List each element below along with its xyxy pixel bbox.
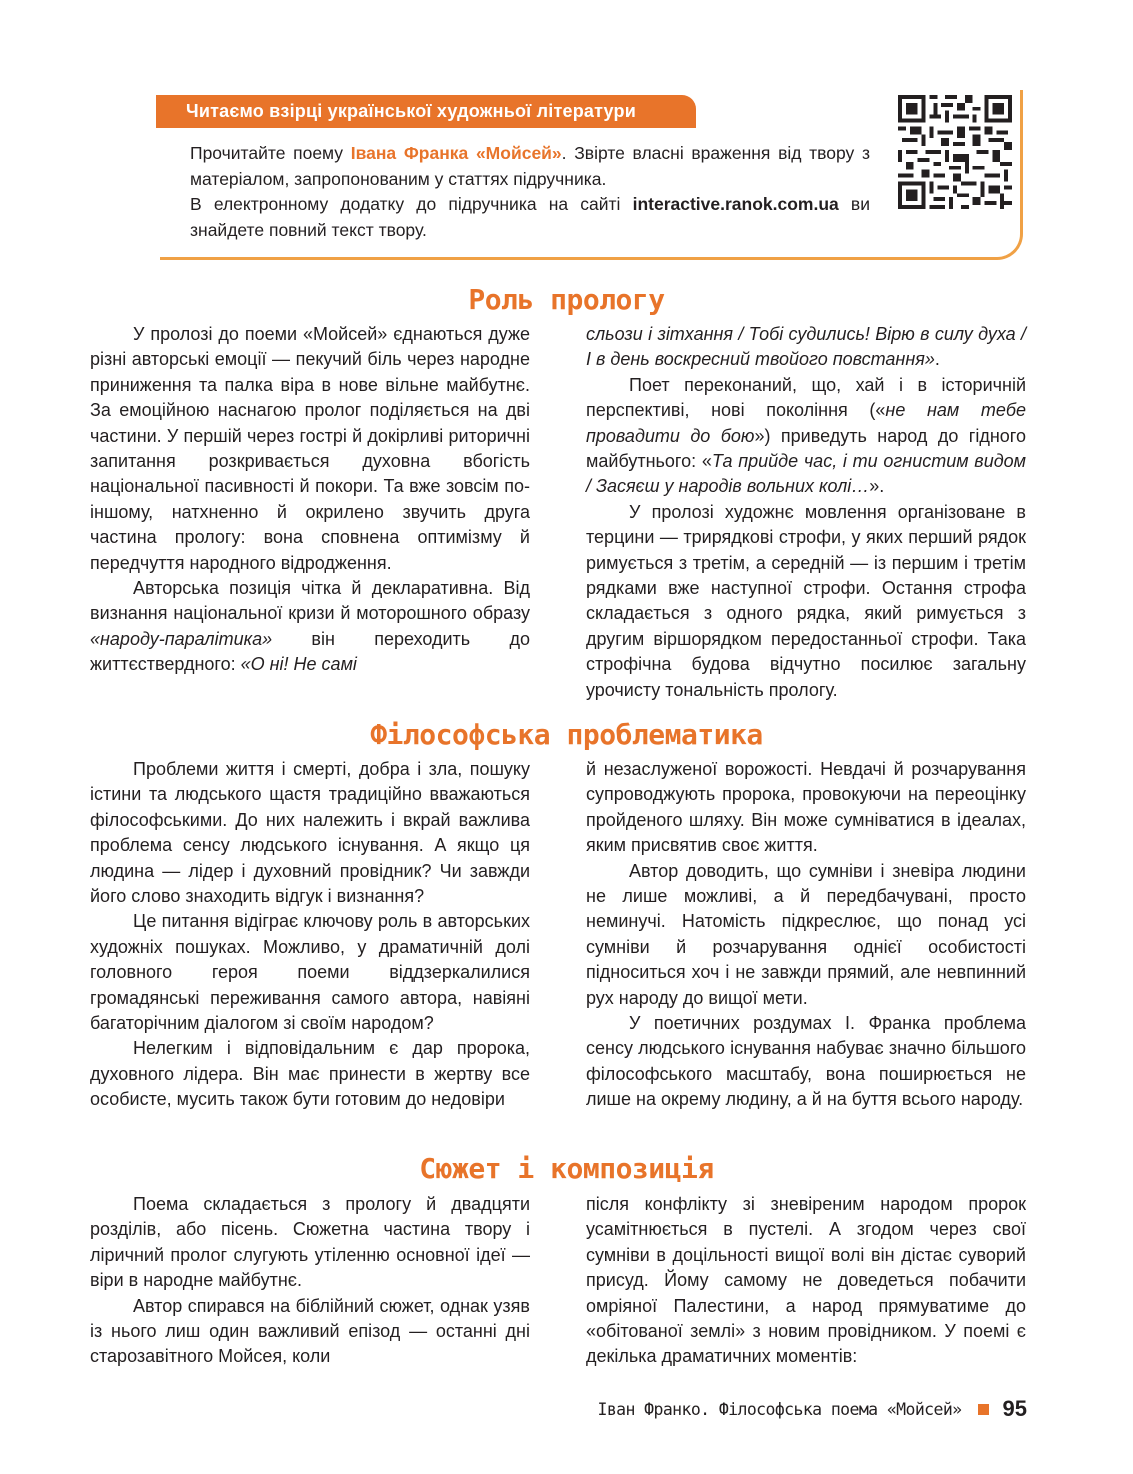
paragraph: й незаслуженої ворожості. Невдачі й розчарування супроводжують пророка, провокуючи на переоцінку пройденого шляху. Він може сумніватися в ідеалах, яким присвятив своє життя.	[586, 759, 1026, 856]
quote: «О ні! Не самі	[240, 654, 357, 675]
section1-left-column	[90, 322, 530, 678]
page-footer	[597, 1396, 1027, 1422]
paragraph: Проблеми життя і смерті, добра і зла, пошуку істини та людського щастя традиційно вважаються філософськими. До них належить і вкрай важлива проблема сенсу людського існування. А якщо ця людина — лідер і духовний провідник? Чи завжди його слово знаходить відгук і визнання?	[90, 759, 530, 907]
paragraph: Автор доводить, що сумніви і зневіра людини не лише можливі, а й передбачувані, просто неминучі. Натомість підкреслює, що понад усі сумніви й розчарування однієї особистості підноситься хоч і не завжди прямий, але невпинний рух народу до вищої мети.	[586, 860, 1026, 1008]
section-heading-prologue: Роль прологу	[468, 283, 665, 316]
box-text-6: ви знайдете повний текст твору.	[190, 194, 870, 240]
paragraph: після конфлікту зі зневіреним народом пророк усамітнюється в пустелі. А згодом через свої сумніви в доцільності вищої волі він дістає суворий присуд. Йому самому не доведеться побачити омріяної Палестини, а народ прямуватиме до «обітованої землі» з новим провідником. У поемі є декілька драматичних моментів:	[586, 1194, 1026, 1367]
text-run: ».	[869, 476, 885, 497]
paragraph: Нелегким і відповідальним є дар пророка, духовного лідера. Він має принести в жертву все особисте, мусить також бути готовим до недовіри	[90, 1038, 530, 1110]
paragraph: Поема складається з прологу й двадцяти розділів, або пісень. Сюжетна частина твору і ліричний пролог слугують утіленню основної ідеї — віри в народне майбутнє.	[90, 1194, 530, 1291]
section2-left-column	[90, 757, 530, 1113]
box-text-4: В електронному додатку до підручника на сайті	[190, 194, 633, 214]
text-run: Авторська позиція чітка й декларативна. Від визнання національної кризи й моторошного образу	[90, 578, 530, 624]
section3-left-column	[90, 1192, 530, 1370]
paragraph	[90, 576, 530, 678]
paragraph: У пролозі до поеми «Мойсей» єднаються дуже різні авторські емоції — пекучий біль через народне приниження та палка віра в нове вільне майбутнє. За емоційною наснагою пролог поділяється на дві частини. У першій через гострі й докірливі риторичні запитання розкривається духовна вбогість національної пасивності й покори. Та вже зовсім по-іншому, натхненно й окрилено звучить друга частина прологу: вона сповнена оптимізму й передчуття народного відродження.	[90, 324, 530, 573]
section3-right-column	[586, 1192, 1026, 1370]
running-title: Іван Франко. Філософська поема «Мойсей»	[597, 1399, 962, 1419]
section-heading-plot: Сюжет і композиція	[419, 1152, 714, 1185]
poem-reference: Івана Франка «Мойсей»	[350, 143, 562, 163]
reading-box-title: Читаємо взірці української художньої літератури	[156, 95, 696, 128]
quote: «народу-паралітика»	[90, 628, 273, 649]
box-text-3: . Звірте власні враження від твору з матеріалом, запропонованим у статтях підручника.	[190, 143, 871, 189]
quote: Та прийде час, і ти огнистим видом / Засяєш у народів вольних колі…	[586, 451, 1027, 497]
website-link[interactable]: interactive.ranok.com.ua	[632, 194, 839, 214]
text-run: він переходить до життєствердного:	[90, 628, 530, 675]
paragraph: У пролозі художнє мовлення організоване в терцини — трирядкові строфи, у яких перший рядок римується з третім, а середній — із першим і третім рядками вже наступної строфи. Остання строфа складається з одного рядка, який римується з другим віршорядком передостанньої строфи. Така строфічна будова відчутно посилює загальну урочисту тональність прологу.	[586, 501, 1026, 700]
reading-box-text	[190, 141, 870, 243]
qr-code-icon[interactable]	[898, 95, 1012, 209]
text-run: .	[934, 349, 940, 370]
paragraph: У поетичних роздумах І. Франка проблема сенсу людського існування набуває значно більшого філософського масштабу, вона поширюється не лише на окрему людину, а й на буття всього народу.	[586, 1013, 1026, 1110]
section2-right-column	[586, 757, 1026, 1113]
paragraph	[586, 373, 1026, 500]
paragraph	[586, 322, 1026, 373]
quote: сльози і зітхання / Тобі судились! Вірю в силу духа / І в день воскресний твойого повстання»	[586, 324, 1026, 370]
page-number: 95	[1002, 1396, 1027, 1421]
paragraph: Це питання відіграє ключову роль в авторських художніх пошуках. Можливо, у драматичній долі головного героя поеми віддзеркалилися громадянські переживання самого автора, навіяні багаторічним діалогом зі своїм народом?	[90, 911, 530, 1034]
text-run: ») приведуть народ до гідного майбутнього: «	[586, 425, 1026, 472]
paragraph: Автор спирався на біблійний сюжет, однак узяв із нього лиш один важливий епізод — останні дні старозавітного Мойсея, коли	[90, 1295, 530, 1367]
section-heading-philosophy: Філософська проблематика	[370, 718, 763, 751]
quote: не нам тебе провадити до бою	[586, 400, 1026, 446]
box-text-1: Прочитайте поему	[190, 143, 351, 163]
square-bullet-icon	[978, 1404, 989, 1415]
section1-right-column	[586, 322, 1026, 703]
text-run: Поет переконаний, що, хай і в історичній перспективі, нові покоління («	[586, 374, 1026, 421]
